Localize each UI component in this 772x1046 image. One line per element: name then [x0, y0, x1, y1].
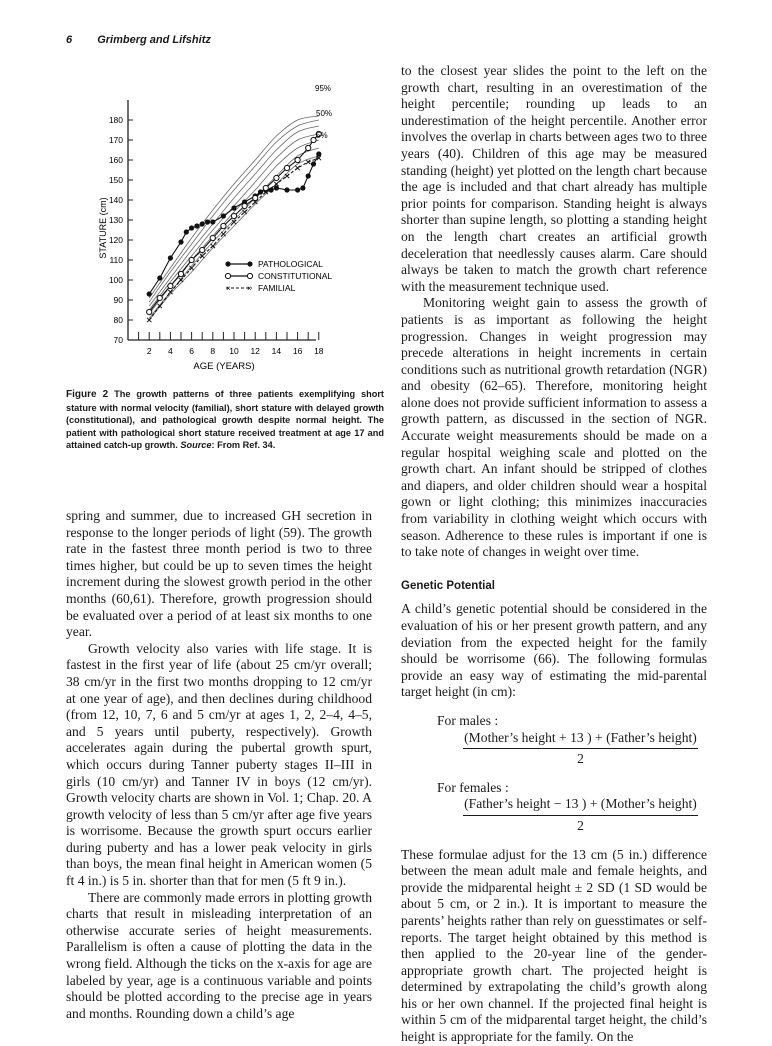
y-tick-label: 80 [113, 315, 123, 325]
data-point-pathological [168, 255, 173, 260]
right-paragraph-4: These formulae adjust for the 13 cm (5 in.) difference between the mean adult male and female heights, and provide the midparental height ± 2 SD (1 SD would be about 5 cm, or 2 in.). It is important to measure the parents’ heights rather than rely on guesstimates or self-reports. The target height obtained by this method is then applied to the 20-year line of the gender-appropriate growth chart. The projected height is determined by extrapolating the child’s growth along his or her own channel. If the projected final height is within 5 cm of the midparental target height, the child’s height is appropriate for the family. On the [401, 846, 707, 1045]
figure-caption [66, 388, 384, 452]
data-point-pathological [189, 225, 194, 230]
data-point-constitutional [221, 223, 226, 228]
y-tick-label: 120 [108, 235, 123, 245]
legend-label-familial: FAMILIAL [258, 283, 296, 293]
data-point-constitutional [284, 165, 289, 170]
legend-label-constitutional: CONSTITUTIONAL [258, 271, 333, 281]
data-point-familial [221, 232, 225, 236]
formula-females-denominator: 2 [577, 817, 584, 833]
formula-females [463, 796, 698, 834]
x-tick-label: 2 [146, 346, 152, 356]
legend-marker-constitutional [225, 273, 230, 278]
formula-males-label: For males : [437, 712, 499, 728]
figure-label: Figure 2 [66, 389, 109, 400]
data-point-pathological [231, 205, 236, 210]
data-point-pathological [284, 187, 289, 192]
x-tick-label: 14 [271, 346, 282, 356]
data-point-constitutional [200, 247, 205, 252]
data-point-familial [295, 166, 299, 170]
x-tick-label: 8 [210, 346, 216, 356]
data-point-familial [242, 210, 246, 214]
y-tick-label: 140 [108, 195, 123, 205]
growth-chart-figure [66, 68, 384, 388]
x-tick-label: 10 [229, 346, 239, 356]
chart-legend [225, 259, 332, 293]
formula-females-label: For females : [437, 779, 509, 795]
data-point-constitutional [295, 157, 300, 162]
left-text-column [66, 508, 372, 1022]
data-point-familial [147, 318, 151, 322]
figure-caption-text: The growth patterns of three patients exemplifying short stature with normal velocity (familial), short stature with delayed growth (constitutional), and pathological growth despite normal height. The patient with pathological short stature received treatment at age 17 and attained catch-up growth. [66, 389, 384, 451]
x-tick-label: 6 [189, 346, 194, 356]
figure-source-ref: : From Ref. 34. [211, 440, 276, 451]
data-point-pathological [306, 173, 311, 178]
y-tick-label: 110 [109, 255, 123, 265]
data-point-constitutional [274, 175, 279, 180]
data-point-pathological [311, 161, 316, 166]
data-point-constitutional [147, 309, 152, 314]
x-axis-label: AGE (YEARS) [193, 361, 255, 372]
data-point-pathological [147, 291, 152, 296]
figure-source-label: Source [180, 440, 212, 451]
running-header-authors: Grimberg and Lifshitz [97, 34, 211, 46]
data-point-constitutional [231, 213, 236, 218]
left-paragraph-2: Growth velocity also varies with life stage. It is fastest in the first year of life (about 25 cm/yr overall; 38 cm/yr in the first two months dropping to 12 cm/yr at one year of age), and then declines during childhood (from 12, 10, 7, 6 and 5 cm/yr at ages 1, 2, 2–4, 4–5, and 5 years until puberty, respectively). Growth accelerates again during the pubertal growth spurt, which occurs during Tanner puberty stages II–III in girls (10 cm/yr) and Tanner IV in boys (12 cm/yr). Growth velocity charts are shown in Vol. 1; Chap. 20. A growth velocity of less than 5 cm/yr after age five years is worrisome. Because the growth spurt occurs earlier during puberty and has a lower peak velocity in girls than boys, the mean final height in American women (5 ft 4 in.) is 5 in. shorter than that for men (5 ft 9 in.). [66, 640, 372, 889]
x-tick-label: 12 [250, 346, 260, 356]
x-tick-label: 18 [314, 346, 324, 356]
data-point-constitutional [168, 283, 173, 288]
legend-label-pathological: PATHOLOGICAL [258, 259, 323, 269]
data-point-constitutional [242, 203, 247, 208]
percentile-label-95: 95% [315, 84, 332, 93]
data-point-pathological [200, 221, 205, 226]
y-tick-label: 180 [108, 115, 123, 125]
left-paragraph-1: spring and summer, due to increased GH secretion in response to the longer periods of light (59). The growth rate in the fastest three month period is two to three times higher, but could be up to seven times the height increment during the slowest growth period in the other months (60,61). Therefore, growth progression should be evaluated over a period of at least six months to one year. [66, 508, 372, 640]
x-tick-label: 4 [168, 346, 173, 356]
data-point-pathological [221, 213, 226, 218]
y-tick-label: 100 [108, 275, 123, 285]
data-point-pathological [178, 239, 183, 244]
data-point-pathological [210, 219, 215, 224]
percentile-label-50: 50% [316, 109, 333, 118]
data-point-pathological [300, 185, 305, 190]
legend-marker-familial-end: × [247, 284, 252, 293]
data-point-constitutional [210, 235, 215, 240]
percentile-label-5: 5% [316, 131, 328, 140]
data-point-pathological [184, 229, 189, 234]
right-paragraph-1: to the closest year slides the point to the left on the growth chart, resulting in an overestimation of the height percentile; rounding up leads to an underestimation of the height percentile. Another error involves the overlap in charts between ages two to three years (40). Children of this age may be measured standing (height) yet plotted on the length chart because the age is included and that chart already has multiple prior points for comparison. Standing height is always shorter than supine length, so plotting a standing height on the length chart creates an artificial growth deceleration that needlessly causes alarm. Care should always be taken to match the growth chart reference with the measurement technique used. [401, 63, 707, 294]
right-paragraph-3: A child’s genetic potential should be considered in the evaluation of his or her present growth pattern, and any deviation from the expected height for the family should be worrisome (66). The following formulas provide an easy way of estimating the mid-parental target height (in cm): [401, 601, 707, 700]
midparental-formulas [401, 713, 707, 835]
y-tick-label: 170 [108, 135, 123, 145]
y-tick-label: 130 [108, 215, 123, 225]
data-point-pathological [157, 275, 162, 280]
running-header [66, 34, 211, 46]
formula-females-numerator: (Father’s height − 13 ) + (Mother’s height) [463, 796, 698, 816]
section-heading-genetic-potential: Genetic Potential [401, 579, 495, 592]
formula-males [463, 730, 698, 768]
data-point-familial [285, 174, 289, 178]
data-point-pathological [194, 223, 199, 228]
page-number: 6 [66, 34, 73, 46]
data-point-constitutional [189, 257, 194, 262]
axis-ticks [109, 115, 324, 356]
legend-marker-pathological-end [247, 261, 252, 266]
legend-marker-familial: × [226, 284, 231, 293]
legend-marker-constitutional-end [247, 273, 252, 278]
formula-males-denominator: 2 [577, 751, 584, 767]
y-tick-label: 90 [113, 295, 123, 305]
left-paragraph-3: There are commonly made errors in plotting growth charts that result in misleading interpretation of an otherwise accurate series of height measurements. Parallelism is often a cause of plotting the data in the wrong field. Although the ticks on the x-axis for age are labeled by year, age is a continuous variable and points should be plotted according to the precise age in years and months. Rounding down a child’s age [66, 889, 372, 1021]
x-tick-label: 16 [292, 346, 303, 356]
data-point-pathological [205, 219, 210, 224]
y-tick-label: 70 [113, 335, 123, 345]
y-tick-label: 150 [108, 175, 123, 185]
legend-marker-pathological [225, 261, 230, 266]
data-point-constitutional [157, 295, 162, 300]
right-paragraph-2: Monitoring weight gain to assess the growth of patients is as important as following the height progression. Changes in weight progression may precede alterations in height increments in certain conditions such as nutritional growth retardation (NGR) and obesity (62–65). Therefore, monitoring height alone does not provide sufficient information to assess a growth pattern, as discussed in the section of NGR. Accurate weight measurements should be made on a regular hospital weighing scale and plotted on the growth chart. An infant should be stripped of clothes and diapers, and older children should wear a hospital gown or light clothing; this minimizes inaccuracies from variability in clothing weight which occurs with season. Adherence to these rules is important if one is to take note of changes in weight over time. [401, 295, 707, 560]
growth-chart [66, 68, 384, 388]
series-line-familial [149, 158, 319, 320]
data-point-constitutional [178, 271, 183, 276]
y-tick-label: 160 [108, 155, 123, 165]
percentile-curve [149, 156, 319, 320]
data-series [147, 131, 322, 322]
right-text-column [401, 63, 707, 1046]
data-point-constitutional [306, 145, 311, 150]
data-point-pathological [295, 187, 300, 192]
y-axis-label: STATURE (cm) [98, 197, 108, 259]
formula-males-numerator: (Mother’s height + 13 ) + (Father’s height) [463, 730, 698, 750]
